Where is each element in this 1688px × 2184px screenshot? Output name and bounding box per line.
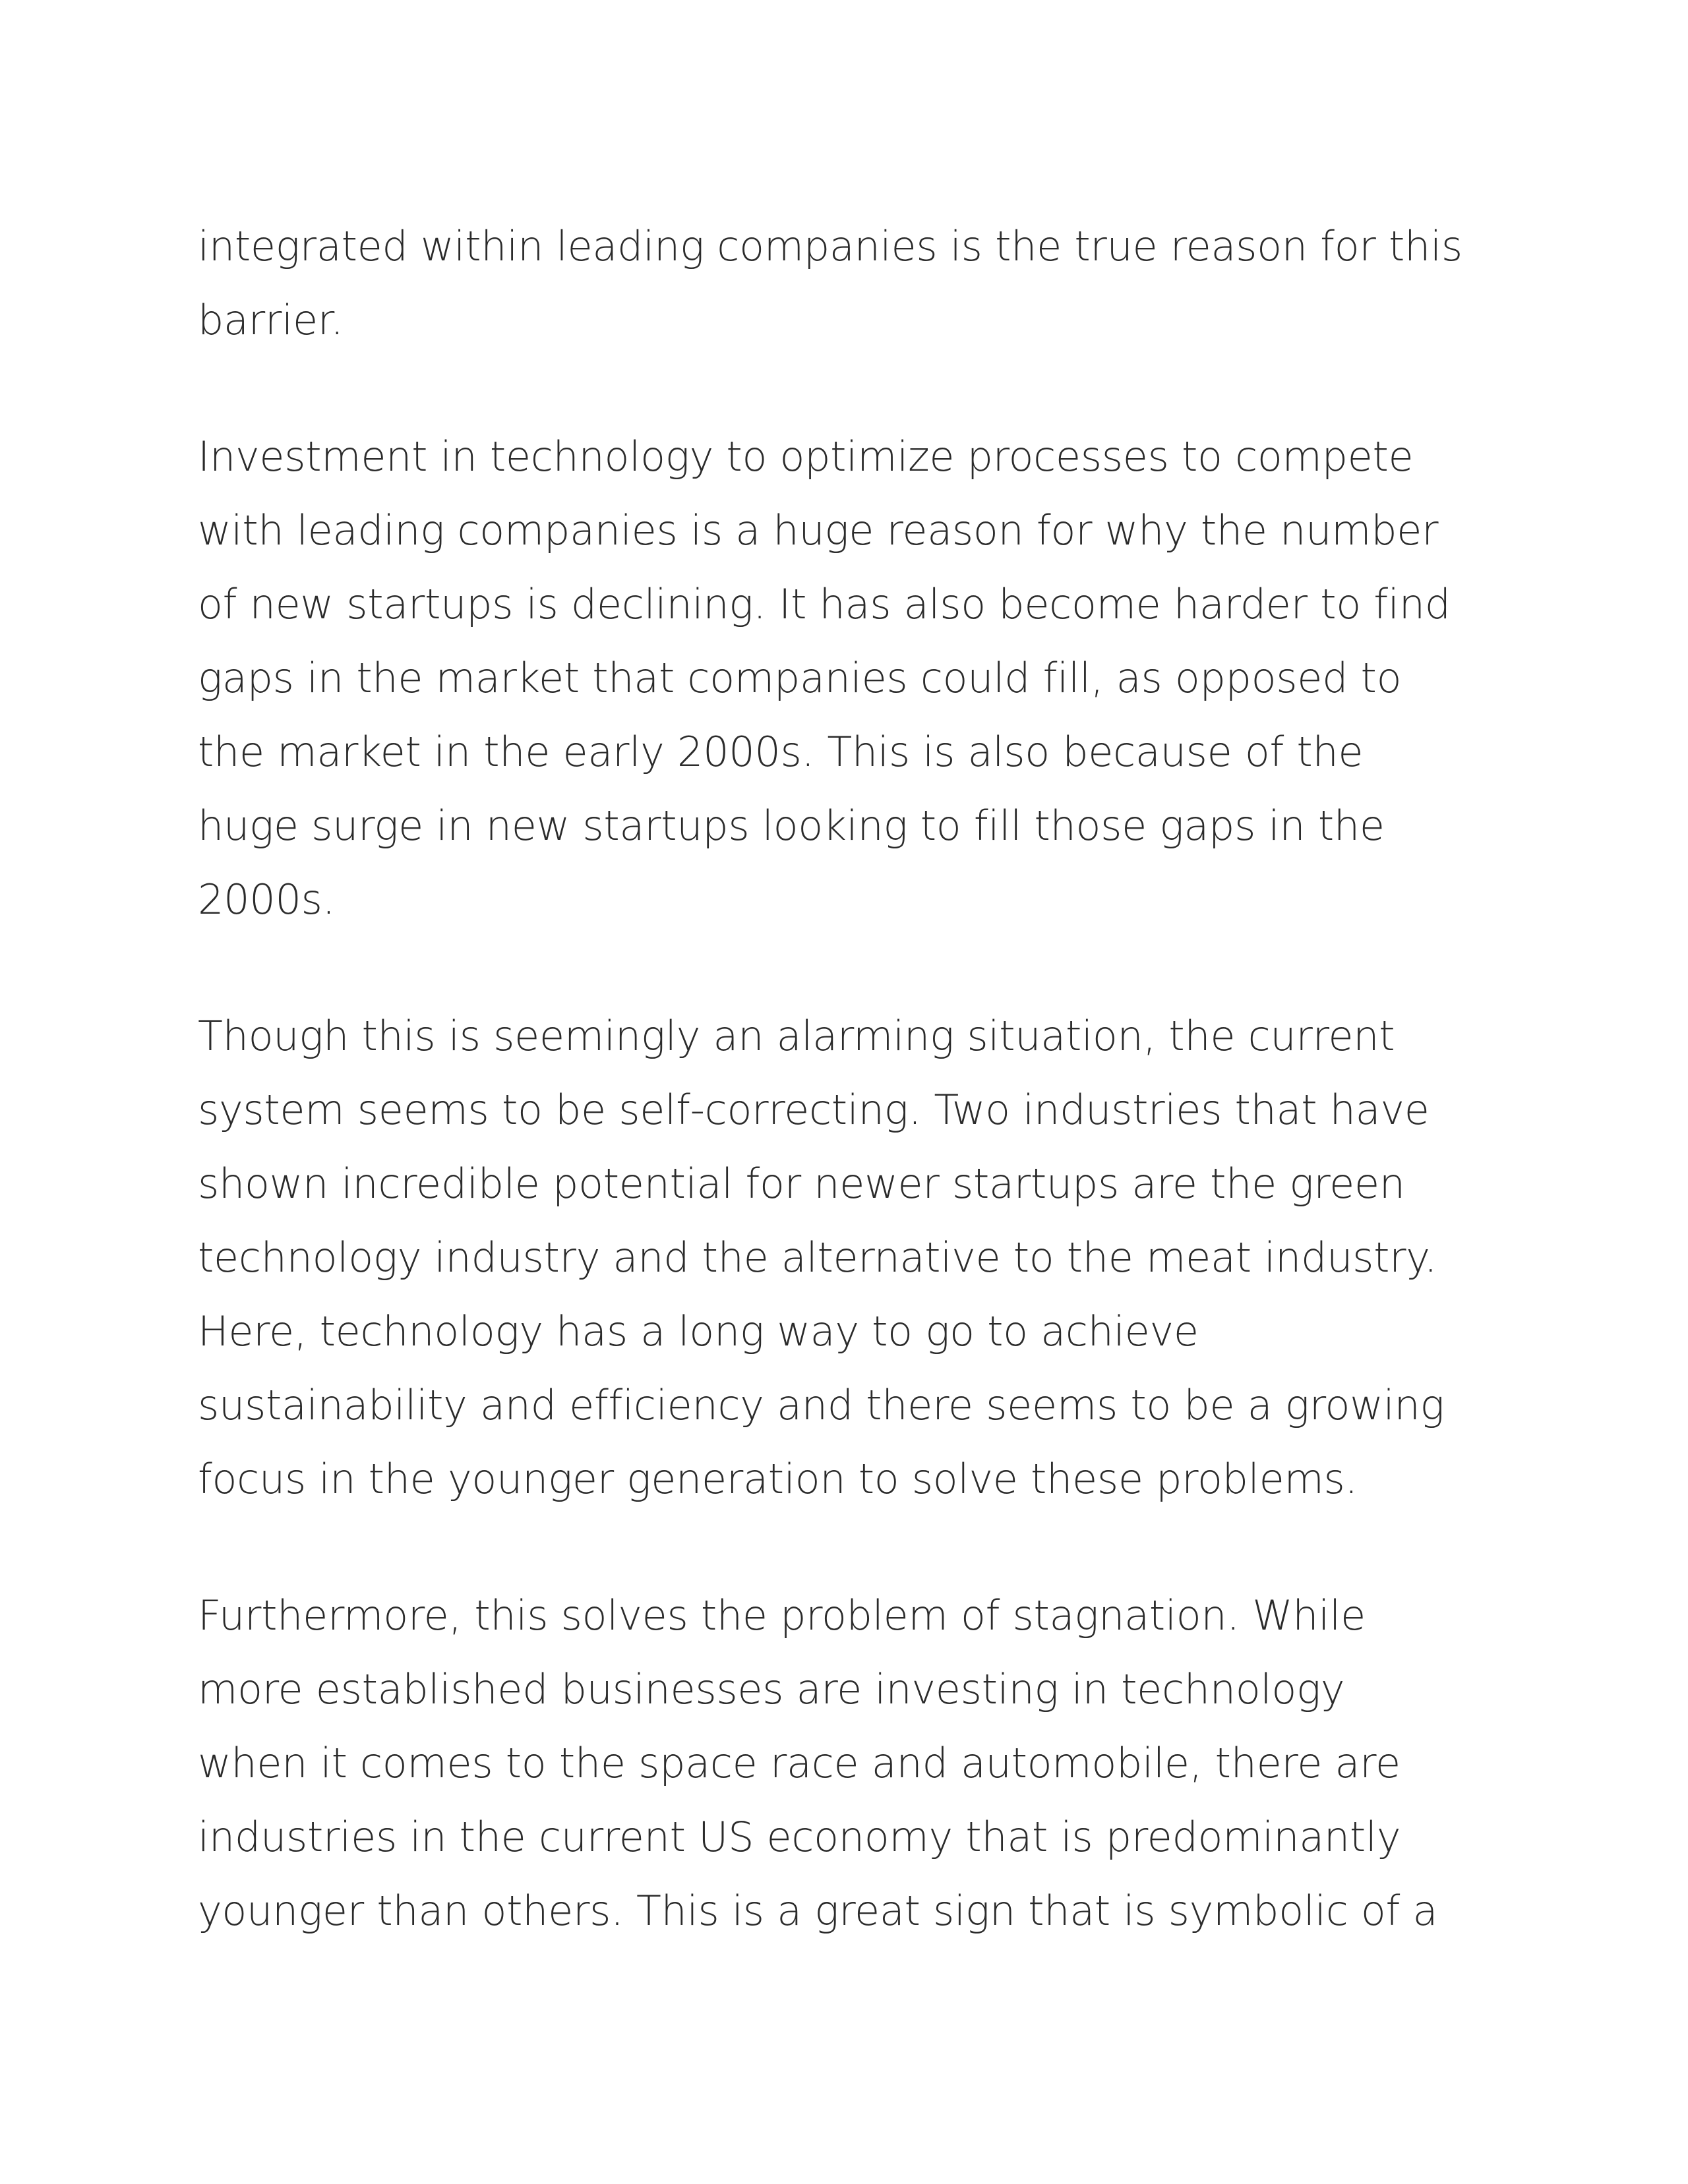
- text-line: Investment in technology to optimize processes to compete: [198, 432, 1414, 481]
- paragraph-4: [198, 1579, 1510, 1948]
- text-line: shown incredible potential for newer startups are the green: [198, 1160, 1405, 1208]
- text-line: technology industry and the alternative to the meat industry.: [198, 1233, 1437, 1282]
- text-line: huge surge in new startups looking to fill those gaps in the: [198, 802, 1385, 850]
- text-line: focus in the younger generation to solve these problems.: [198, 1455, 1358, 1503]
- text-line: with leading companies is a huge reason for why the number: [198, 506, 1439, 554]
- text-line: sustainability and efficiency and there seems to be a growing: [198, 1381, 1445, 1429]
- text-line: industries in the current US economy that is predominantly: [198, 1813, 1401, 1861]
- text-line: 2000s.: [198, 875, 335, 924]
- text-line: Here, technology has a long way to go to achieve: [198, 1307, 1199, 1355]
- paragraph-1: [198, 210, 1510, 357]
- paragraph-2: [198, 420, 1510, 937]
- text-line: when it comes to the space race and automobile, there are: [198, 1739, 1401, 1787]
- text-line: integrated within leading companies is the true reason for this: [198, 222, 1462, 270]
- text-line: the market in the early 2000s. This is also because of the: [198, 728, 1364, 776]
- text-line: barrier.: [198, 296, 344, 344]
- document-body: [198, 210, 1510, 1948]
- text-line: more established businesses are investing in technology: [198, 1665, 1345, 1713]
- text-line: Though this is seemingly an alarming situation, the current: [198, 1012, 1395, 1060]
- text-line: Furthermore, this solves the problem of stagnation. While: [198, 1591, 1366, 1639]
- text-line: of new startups is declining. It has also become harder to find: [198, 580, 1451, 628]
- text-line: younger than others. This is a great sign that is symbolic of a: [198, 1887, 1438, 1935]
- text-line: system seems to be self-correcting. Two industries that have: [198, 1086, 1430, 1134]
- text-line: gaps in the market that companies could fill, as opposed to: [198, 654, 1402, 702]
- paragraph-3: [198, 999, 1510, 1516]
